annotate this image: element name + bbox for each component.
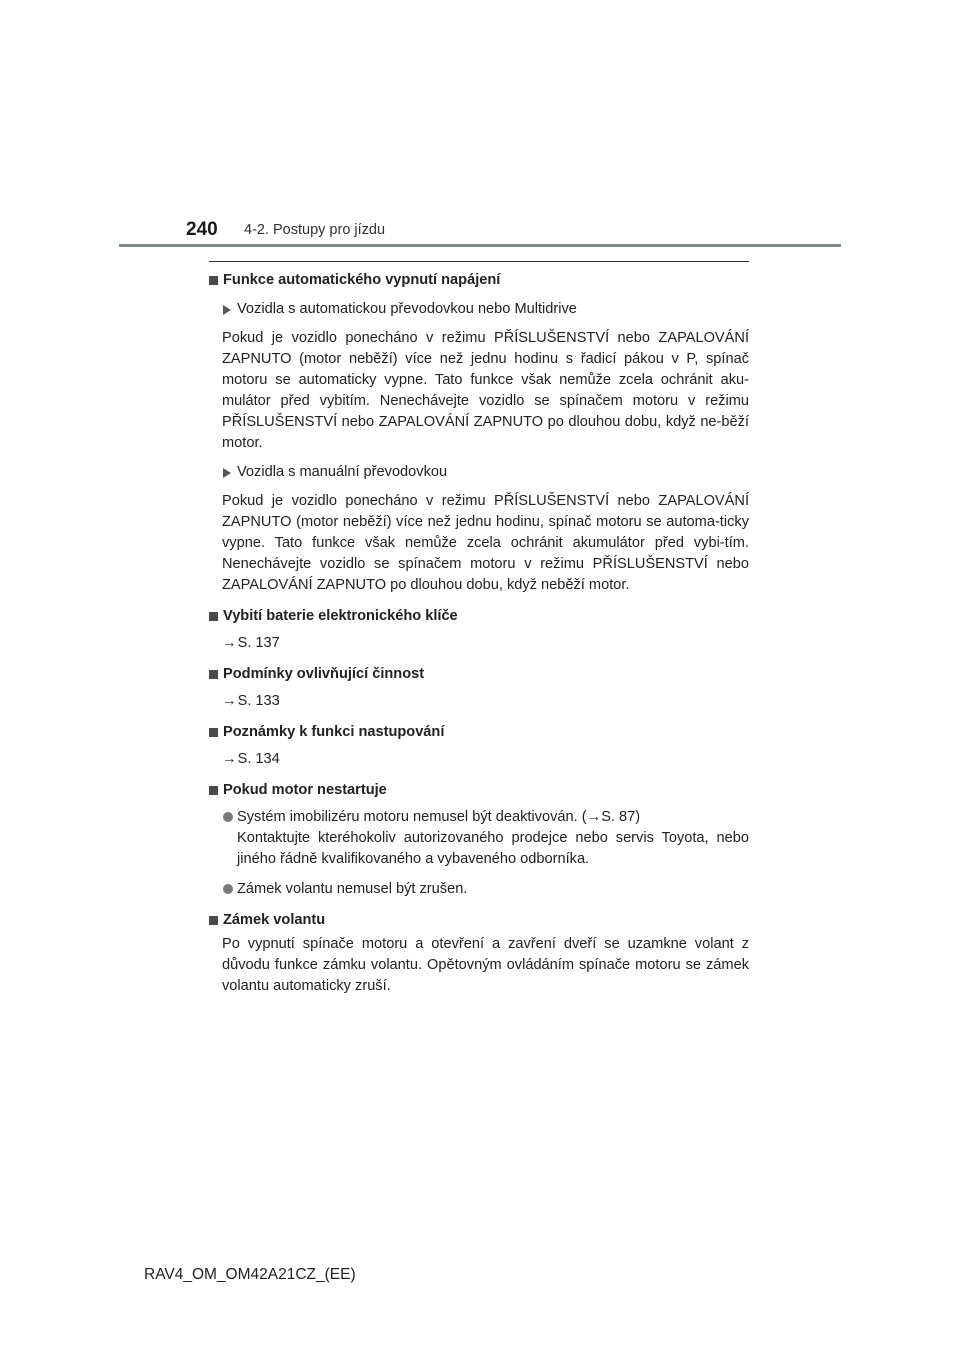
square-bullet-icon xyxy=(209,670,218,679)
page-content xyxy=(209,270,749,997)
square-bullet-icon xyxy=(209,728,218,737)
square-bullet-icon xyxy=(209,916,218,925)
circle-bullet-icon xyxy=(223,884,233,894)
subsection-heading: Vozidla s automatickou převodovkou nebo Multidrive xyxy=(223,299,749,320)
section-heading: Funkce automatického vypnutí napájení xyxy=(209,270,749,291)
square-bullet-icon xyxy=(209,786,218,795)
section-heading: Zámek volantu xyxy=(209,910,749,931)
content-divider xyxy=(209,261,749,262)
square-bullet-icon xyxy=(209,612,218,621)
square-bullet-icon xyxy=(209,276,218,285)
page-reference-link[interactable]: →S. 133 xyxy=(222,693,280,709)
arrow-icon: → xyxy=(222,635,237,651)
triangle-bullet-icon xyxy=(223,468,231,478)
arrow-icon: → xyxy=(222,751,237,767)
circle-bullet-icon xyxy=(223,812,233,822)
section-heading: Vybití baterie elektronického klíče xyxy=(209,606,749,627)
paragraph: Po vypnutí spínače motoru a otevření a zavření dveří se uzamkne volant z důvodu funkce zámku volantu. Opětovným ovládáním spínače motoru se zámek volantu automaticky zruší. xyxy=(222,936,749,994)
section-heading: Poznámky k funkci nastupování xyxy=(209,722,749,743)
subsection-heading: Vozidla s manuální převodovkou xyxy=(223,462,749,483)
header-divider xyxy=(119,244,841,247)
page-reference-link[interactable]: →S. 137 xyxy=(222,635,280,651)
triangle-bullet-icon xyxy=(223,305,231,315)
page-number: 240 xyxy=(186,219,218,240)
list-item: Zámek volantu nemusel být zrušen. xyxy=(223,879,749,900)
paragraph: Pokud je vozidlo ponecháno v režimu PŘÍSLUŠENSTVÍ nebo ZAPALOVÁNÍ ZAPNUTO (motor neběží) více než jednu hodinu s řadicí pákou v P, spínač motoru se automaticky vypne. Tato funkce však nemůže zcela ochránit aku-mulátor před vybitím. Nenechávejte vozidlo se spínačem motoru v režimu PŘÍSLUŠENSTVÍ nebo ZAPALOVÁNÍ ZAPNUTO po dlouhou dobu, když ne-běží motor. xyxy=(222,330,749,451)
page-reference-link[interactable]: →S. 87 xyxy=(586,809,636,825)
paragraph: Pokud je vozidlo ponecháno v režimu PŘÍSLUŠENSTVÍ nebo ZAPALOVÁNÍ ZAPNUTO (motor neběží) více než jednu hodinu, spínač motoru se automa-ticky vypne. Tato funkce však nemůže zcela ochránit akumulátor před vybi-tím. Nenechávejte vozidlo se spínačem motoru v režimu PŘÍSLUŠENSTVÍ nebo ZAPALOVÁNÍ ZAPNUTO po dlouhou dobu, když neběží motor. xyxy=(222,493,749,593)
document-code: RAV4_OM_OM42A21CZ_(EE) xyxy=(144,1266,356,1283)
page-reference-link[interactable]: →S. 134 xyxy=(222,751,280,767)
section-heading: Podmínky ovlivňující činnost xyxy=(209,664,749,685)
section-heading: Pokud motor nestartuje xyxy=(209,780,749,801)
arrow-icon: → xyxy=(586,809,602,825)
list-item: Systém imobilizéru motoru nemusel být deaktivován. (→S. 87) Kontaktujte kteréhokoliv autorizovaného prodejce nebo servis Toyota, nebo jiného řádně kvalifikovaného a vybaveného odborníka. xyxy=(223,807,749,870)
arrow-icon: → xyxy=(222,693,237,709)
section-title: 4-2. Postupy pro jízdu xyxy=(244,222,386,238)
